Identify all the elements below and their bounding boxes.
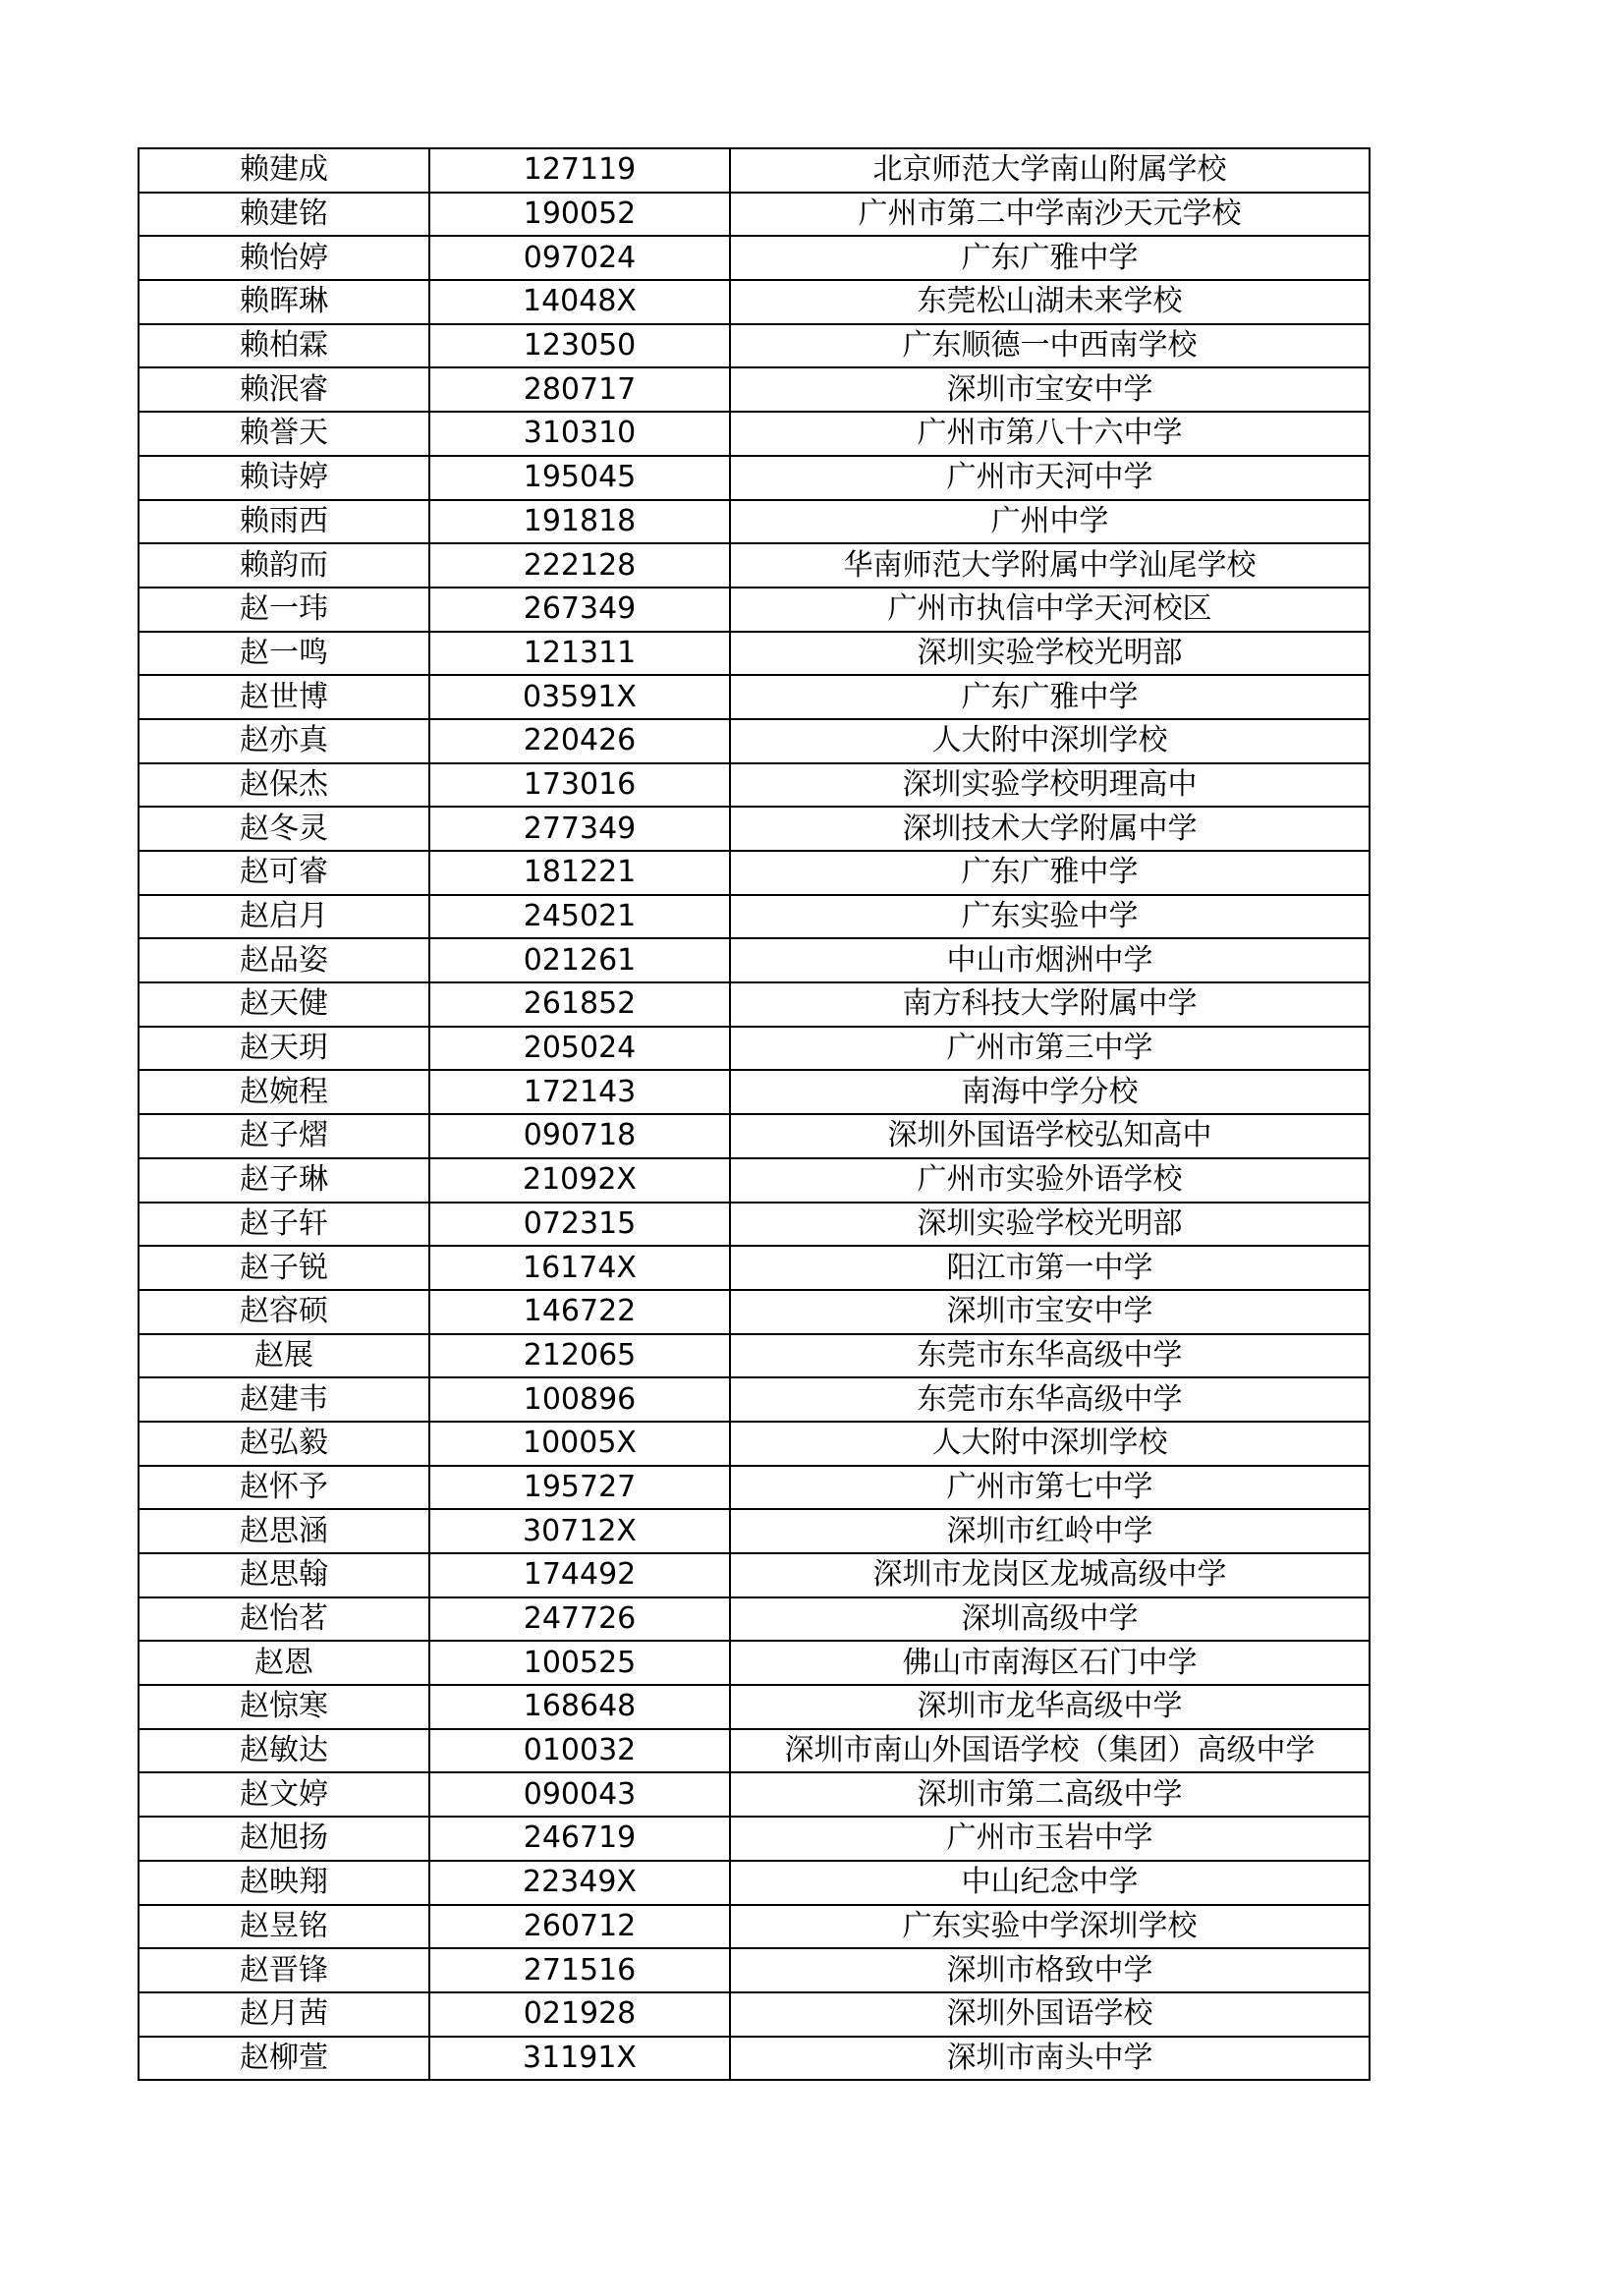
student-name-cell: 赵子轩: [139, 1203, 429, 1247]
table-row: [139, 543, 1370, 588]
student-name-cell: 赵可睿: [139, 851, 429, 895]
table-row: [139, 675, 1370, 719]
school-name-cell: 深圳外国语学校: [730, 1992, 1370, 2037]
school-name-cell: 深圳实验学校光明部: [730, 632, 1370, 676]
school-name-cell: 南海中学分校: [730, 1070, 1370, 1114]
student-name-cell: 赖晖琳: [139, 280, 429, 324]
table-row: [139, 1641, 1370, 1685]
school-name-cell: 人大附中深圳学校: [730, 1422, 1370, 1466]
student-name-cell: 赵怀予: [139, 1466, 429, 1510]
student-name-cell: 赖怡婷: [139, 236, 429, 280]
student-id-cell: 072315: [429, 1203, 730, 1247]
school-name-cell: 广东实验中学深圳学校: [730, 1905, 1370, 1949]
school-name-cell: 广州市第二中学南沙天元学校: [730, 193, 1370, 237]
table-row: [139, 1685, 1370, 1729]
student-id-cell: 261852: [429, 982, 730, 1027]
student-id-cell: 22349X: [429, 1861, 730, 1905]
student-name-cell: 赵怡茗: [139, 1597, 429, 1642]
school-name-cell: 深圳市宝安中学: [730, 1290, 1370, 1334]
student-name-cell: 赵子锐: [139, 1246, 429, 1290]
table-row: [139, 1509, 1370, 1553]
student-name-cell: 赵保杰: [139, 763, 429, 808]
table-row: [139, 1246, 1370, 1290]
table-row: [139, 588, 1370, 632]
student-name-cell: 赵启月: [139, 895, 429, 939]
student-name-cell: 赵月茜: [139, 1992, 429, 2037]
student-id-cell: 21092X: [429, 1158, 730, 1203]
student-id-cell: 021928: [429, 1992, 730, 2037]
student-name-cell: 赵建韦: [139, 1377, 429, 1422]
student-id-cell: 205024: [429, 1027, 730, 1071]
school-name-cell: 深圳实验学校明理高中: [730, 763, 1370, 808]
student-name-cell: 赵思翰: [139, 1553, 429, 1597]
table-row: [139, 895, 1370, 939]
student-name-cell: 赵天健: [139, 982, 429, 1027]
student-name-cell: 赖柏霖: [139, 324, 429, 368]
table-row: [139, 1729, 1370, 1773]
table-row: [139, 500, 1370, 544]
student-id-cell: 090043: [429, 1772, 730, 1817]
table-row: [139, 456, 1370, 500]
school-name-cell: 广州市玉岩中学: [730, 1817, 1370, 1861]
table-row: [139, 236, 1370, 280]
student-name-cell: 赵世博: [139, 675, 429, 719]
student-name-cell: 赵子琳: [139, 1158, 429, 1203]
school-name-cell: 深圳市龙岗区龙城高级中学: [730, 1553, 1370, 1597]
student-id-cell: 100896: [429, 1377, 730, 1422]
student-id-cell: 220426: [429, 719, 730, 763]
school-name-cell: 中山纪念中学: [730, 1861, 1370, 1905]
student-id-cell: 14048X: [429, 280, 730, 324]
student-name-cell: 赵惊寒: [139, 1685, 429, 1729]
student-name-cell: 赖建铭: [139, 193, 429, 237]
school-name-cell: 深圳高级中学: [730, 1597, 1370, 1642]
student-id-cell: 100525: [429, 1641, 730, 1685]
student-name-cell: 赵晋锋: [139, 1948, 429, 1992]
student-name-cell: 赵敏达: [139, 1729, 429, 1773]
table-row: [139, 193, 1370, 237]
student-name-cell: 赖韵而: [139, 543, 429, 588]
table-row: [139, 2037, 1370, 2081]
school-name-cell: 佛山市南海区石门中学: [730, 1641, 1370, 1685]
student-id-cell: 173016: [429, 763, 730, 808]
student-id-cell: 190052: [429, 193, 730, 237]
school-name-cell: 广东实验中学: [730, 895, 1370, 939]
student-id-cell: 010032: [429, 1729, 730, 1773]
table-row: [139, 719, 1370, 763]
school-name-cell: 深圳技术大学附属中学: [730, 807, 1370, 851]
table-row: [139, 1114, 1370, 1158]
student-name-cell: 赖雨西: [139, 500, 429, 544]
table-row: [139, 851, 1370, 895]
school-name-cell: 广州市实验外语学校: [730, 1158, 1370, 1203]
table-row: [139, 982, 1370, 1027]
student-id-cell: 277349: [429, 807, 730, 851]
student-name-cell: 赖诗婷: [139, 456, 429, 500]
school-name-cell: 深圳市南山外国语学校（集团）高级中学: [730, 1729, 1370, 1773]
student-id-cell: 16174X: [429, 1246, 730, 1290]
school-name-cell: 广州市第七中学: [730, 1466, 1370, 1510]
school-name-cell: 广州中学: [730, 500, 1370, 544]
table-row: [139, 1203, 1370, 1247]
student-name-cell: 赵一鸣: [139, 632, 429, 676]
student-name-cell: 赵亦真: [139, 719, 429, 763]
student-name-cell: 赵容硕: [139, 1290, 429, 1334]
student-name-cell: 赵映翔: [139, 1861, 429, 1905]
school-name-cell: 南方科技大学附属中学: [730, 982, 1370, 1027]
student-id-cell: 174492: [429, 1553, 730, 1597]
student-id-cell: 246719: [429, 1817, 730, 1861]
student-id-cell: 191818: [429, 500, 730, 544]
school-name-cell: 深圳实验学校光明部: [730, 1203, 1370, 1247]
school-name-cell: 广州市第八十六中学: [730, 412, 1370, 456]
student-id-cell: 181221: [429, 851, 730, 895]
school-name-cell: 华南师范大学附属中学汕尾学校: [730, 543, 1370, 588]
student-name-cell: 赵恩: [139, 1641, 429, 1685]
school-name-cell: 广东广雅中学: [730, 675, 1370, 719]
student-id-cell: 121311: [429, 632, 730, 676]
school-name-cell: 中山市烟洲中学: [730, 938, 1370, 982]
student-id-cell: 30712X: [429, 1509, 730, 1553]
student-id-cell: 247726: [429, 1597, 730, 1642]
table-row: [139, 1422, 1370, 1466]
school-name-cell: 深圳市龙华高级中学: [730, 1685, 1370, 1729]
table-row: [139, 1772, 1370, 1817]
student-name-cell: 赖誉天: [139, 412, 429, 456]
student-name-cell: 赵文婷: [139, 1772, 429, 1817]
student-id-cell: 127119: [429, 148, 730, 193]
student-id-cell: 097024: [429, 236, 730, 280]
school-name-cell: 广州市执信中学天河校区: [730, 588, 1370, 632]
student-name-cell: 赵柳萱: [139, 2037, 429, 2081]
student-table: [138, 147, 1371, 2081]
table-row: [139, 367, 1370, 412]
table-row: [139, 1553, 1370, 1597]
table-row: [139, 412, 1370, 456]
table-row: [139, 1817, 1370, 1861]
student-id-cell: 280717: [429, 367, 730, 412]
student-id-cell: 310310: [429, 412, 730, 456]
table-row: [139, 1158, 1370, 1203]
table-row: [139, 1905, 1370, 1949]
school-name-cell: 广州市天河中学: [730, 456, 1370, 500]
student-name-cell: 赵展: [139, 1334, 429, 1378]
student-id-cell: 267349: [429, 588, 730, 632]
school-name-cell: 东莞市东华高级中学: [730, 1334, 1370, 1378]
table-row: [139, 1070, 1370, 1114]
student-name-cell: 赵婉程: [139, 1070, 429, 1114]
student-id-cell: 271516: [429, 1948, 730, 1992]
student-id-cell: 10005X: [429, 1422, 730, 1466]
student-name-cell: 赵思涵: [139, 1509, 429, 1553]
school-name-cell: 深圳市南头中学: [730, 2037, 1370, 2081]
school-name-cell: 广州市第三中学: [730, 1027, 1370, 1071]
table-row: [139, 1861, 1370, 1905]
student-name-cell: 赵子熠: [139, 1114, 429, 1158]
table-body: [139, 148, 1370, 2080]
school-name-cell: 人大附中深圳学校: [730, 719, 1370, 763]
table-row: [139, 1992, 1370, 2037]
school-name-cell: 北京师范大学南山附属学校: [730, 148, 1370, 193]
table-row: [139, 1597, 1370, 1642]
student-id-cell: 172143: [429, 1070, 730, 1114]
student-id-cell: 090718: [429, 1114, 730, 1158]
student-name-cell: 赵天玥: [139, 1027, 429, 1071]
student-id-cell: 222128: [429, 543, 730, 588]
table-row: [139, 1948, 1370, 1992]
table-row: [139, 807, 1370, 851]
school-name-cell: 深圳外国语学校弘知高中: [730, 1114, 1370, 1158]
student-id-cell: 212065: [429, 1334, 730, 1378]
student-id-cell: 260712: [429, 1905, 730, 1949]
table-row: [139, 1377, 1370, 1422]
student-id-cell: 195045: [429, 456, 730, 500]
table-row: [139, 1027, 1370, 1071]
student-id-cell: 03591X: [429, 675, 730, 719]
table-row: [139, 763, 1370, 808]
student-id-cell: 168648: [429, 1685, 730, 1729]
school-name-cell: 广东顺德一中西南学校: [730, 324, 1370, 368]
school-name-cell: 深圳市格致中学: [730, 1948, 1370, 1992]
school-name-cell: 广东广雅中学: [730, 236, 1370, 280]
student-name-cell: 赖泯睿: [139, 367, 429, 412]
school-name-cell: 深圳市宝安中学: [730, 367, 1370, 412]
school-name-cell: 深圳市红岭中学: [730, 1509, 1370, 1553]
table-row: [139, 148, 1370, 193]
school-name-cell: 东莞松山湖未来学校: [730, 280, 1370, 324]
table-row: [139, 1334, 1370, 1378]
table-row: [139, 938, 1370, 982]
student-name-cell: 赖建成: [139, 148, 429, 193]
school-name-cell: 东莞市东华高级中学: [730, 1377, 1370, 1422]
student-name-cell: 赵旭扬: [139, 1817, 429, 1861]
table-row: [139, 280, 1370, 324]
student-id-cell: 245021: [429, 895, 730, 939]
student-name-cell: 赵冬灵: [139, 807, 429, 851]
student-id-cell: 146722: [429, 1290, 730, 1334]
student-name-cell: 赵弘毅: [139, 1422, 429, 1466]
school-name-cell: 阳江市第一中学: [730, 1246, 1370, 1290]
table-row: [139, 1290, 1370, 1334]
student-name-cell: 赵品姿: [139, 938, 429, 982]
student-id-cell: 123050: [429, 324, 730, 368]
table-row: [139, 632, 1370, 676]
table-row: [139, 324, 1370, 368]
school-name-cell: 深圳市第二高级中学: [730, 1772, 1370, 1817]
student-name-cell: 赵昱铭: [139, 1905, 429, 1949]
school-name-cell: 广东广雅中学: [730, 851, 1370, 895]
student-id-cell: 31191X: [429, 2037, 730, 2081]
table-row: [139, 1466, 1370, 1510]
student-id-cell: 021261: [429, 938, 730, 982]
student-name-cell: 赵一玮: [139, 588, 429, 632]
student-id-cell: 195727: [429, 1466, 730, 1510]
